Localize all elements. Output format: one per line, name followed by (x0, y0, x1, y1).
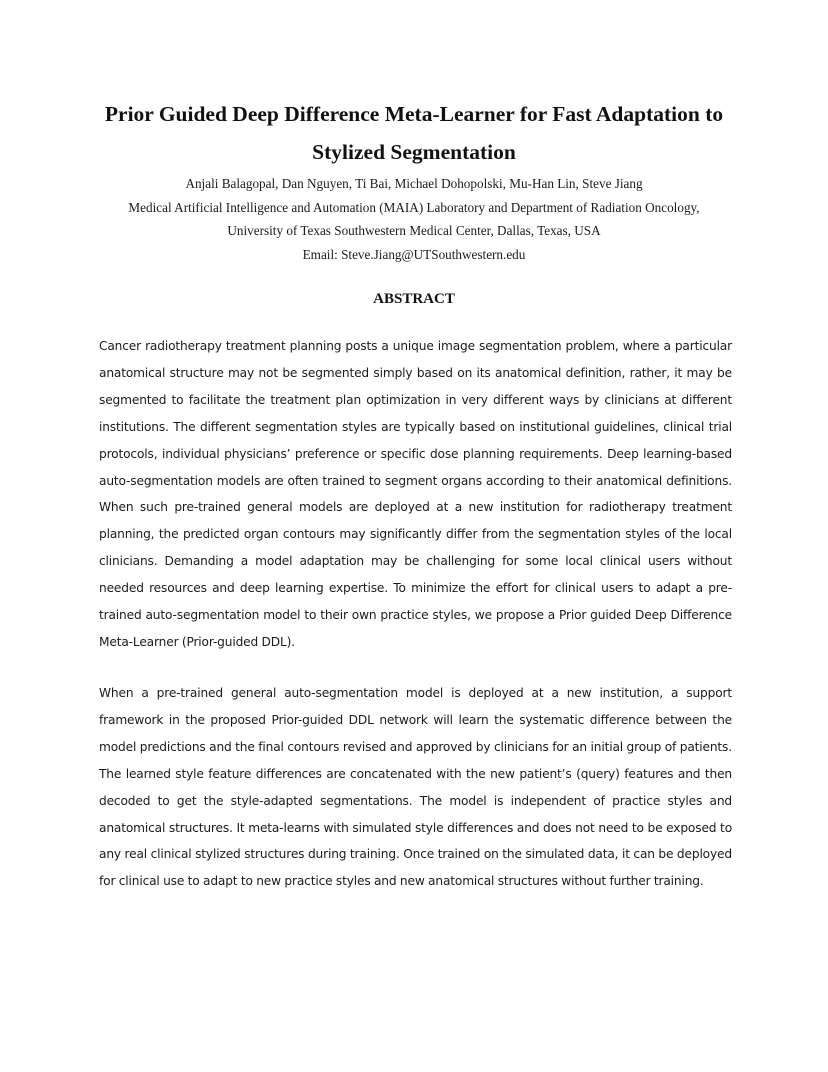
affiliation-line-2: University of Texas Southwestern Medical Center, Dallas, Texas, USA (227, 223, 601, 238)
contact-email: Email: Steve.Jiang@UTSouthwestern.edu (302, 246, 526, 262)
title-line-1: Prior Guided Deep Difference Meta-Learner for Fast Adaptation to (104, 102, 724, 126)
affiliation-line-1: Medical Artificial Intelligence and Automation (MAIA) Laboratory and Department of Radiation Oncology, (128, 199, 700, 215)
author-list: Anjali Balagopal, Dan Nguyen, Ti Bai, Michael Dohopolski, Mu-Han Lin, Steve Jiang (185, 176, 643, 191)
title-line-2: Stylized Segmentation (312, 140, 516, 164)
author-block (60, 172, 768, 266)
abstract-paragraph-1: Cancer radiotherapy treatment planning posts a unique image segmentation problem, where a particular anatomical structure may not be segmented simply based on its anatomical definition, rather, it may be segmented to facilitate the treatment plan optimization in very different ways by clinicians at different institutions. The different segmentation styles are typically based on institutional guidelines, clinical trial protocols, individual physicians’ preference or specific dose planning requirements. Deep learning-based auto-segmentation models are often trained to segment organs according to their anatomical definitions. When such pre-trained general models are deployed at a new institution for radiotherapy treatment planning, the predicted organ contours may significantly differ from the segmentation styles of the local clinicians. Demanding a model adaptation may be challenging for some local clinical users without needed resources and deep learning expertise. To minimize the effort for clinical users to adapt a pre-trained auto-segmentation model to their own practice styles, we propose a Prior guided Deep Difference Meta-Learner (Prior-guided DDL). (99, 339, 732, 649)
paper-title (60, 95, 768, 171)
abstract-paragraph-2: When a pre-trained general auto-segmentation model is deployed at a new institution, a support framework in the proposed Prior-guided DDL network will learn the systematic difference between the model predictions and the final contours revised and approved by clinicians for an initial group of patients. The learned style feature differences are concatenated with the new patient’s (query) features and then decoded to get the style-adapted segmentations. The model is independent of practice styles and anatomical structures. It meta-learns with simulated style differences and does not need to be exposed to any real clinical stylized structures during training. Once trained on the simulated data, it can be deployed for clinical use to adapt to new practice styles and new anatomical structures without further training. (99, 686, 732, 889)
abstract-heading: ABSTRACT (373, 291, 455, 307)
